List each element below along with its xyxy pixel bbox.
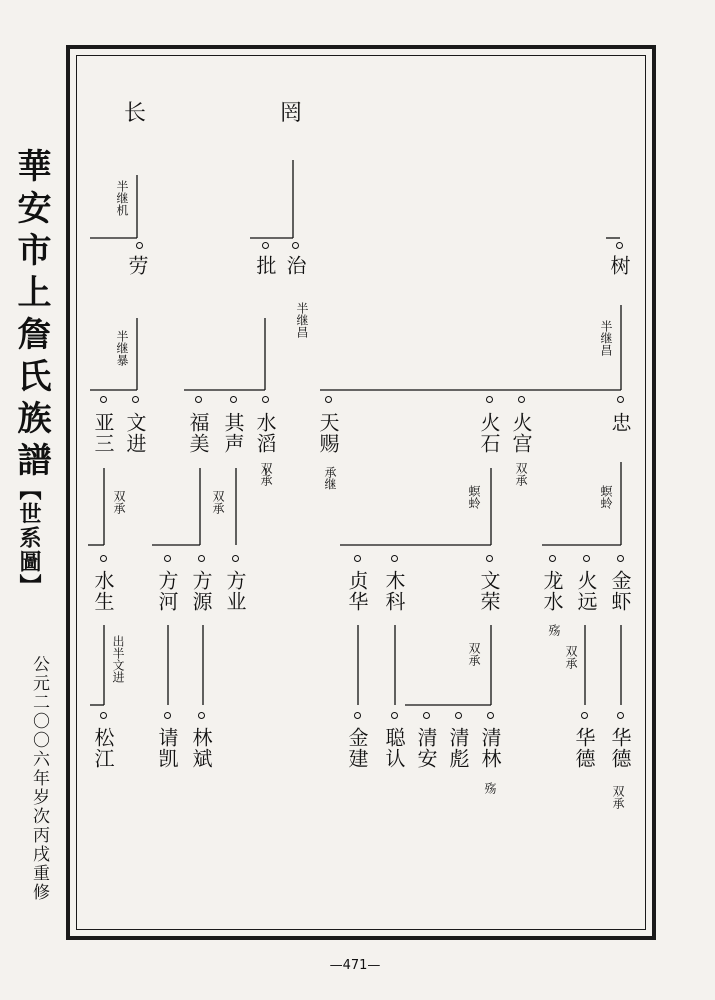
person-marker: [195, 396, 202, 403]
annotation: 双承: [514, 462, 528, 486]
person-name: 金建: [345, 727, 369, 769]
person-name: 批: [253, 255, 277, 276]
person-marker: [617, 396, 624, 403]
person-name: 方业: [223, 570, 247, 612]
person-name: 华德: [572, 727, 596, 769]
person-name: 清林: [478, 727, 502, 769]
person-name: 清安: [414, 727, 438, 769]
person-marker: [583, 555, 590, 562]
annotation: 螟蛉: [467, 485, 481, 509]
annotation: 螟蛉: [599, 485, 613, 509]
person-name: 亚三: [91, 412, 115, 454]
person-name: 聪认: [382, 727, 406, 769]
branch-header-gang: 罔: [280, 101, 303, 126]
person-name: 树: [607, 255, 631, 276]
person-marker: [100, 712, 107, 719]
revision-year: 公元二〇〇六年岁次丙戌重修: [29, 655, 49, 902]
annotation: 双承: [611, 785, 625, 809]
annotation: 出半文进: [111, 635, 125, 683]
person-marker: [198, 555, 205, 562]
annotation: 双承: [564, 645, 578, 669]
annotation: 双承: [467, 642, 481, 666]
person-name: 清彪: [446, 727, 470, 769]
annotation: 半继机: [115, 180, 129, 216]
person-marker: [549, 555, 556, 562]
person-marker: [262, 242, 269, 249]
person-name: 请凯: [155, 727, 179, 769]
person-name: 火宫: [509, 412, 533, 454]
annotation: 殇: [547, 624, 561, 636]
person-marker: [100, 396, 107, 403]
person-marker: [100, 555, 107, 562]
page-number: —471—: [329, 958, 381, 973]
person-marker: [455, 712, 462, 719]
person-name: 金虾: [608, 570, 632, 612]
person-marker: [617, 555, 624, 562]
person-name: 文荣: [477, 570, 501, 612]
person-marker: [581, 712, 588, 719]
person-marker: [132, 396, 139, 403]
annotation: 殇: [483, 782, 497, 794]
person-name: 木科: [382, 570, 406, 612]
person-name: 水滔: [253, 412, 277, 454]
annotation: 承继: [323, 466, 337, 490]
person-name: 劳: [125, 255, 149, 276]
person-name: 华德: [608, 727, 632, 769]
person-name: 福美: [186, 412, 210, 454]
branch-header-chang: 长: [124, 101, 147, 126]
person-marker: [423, 712, 430, 719]
annotation: 双承: [112, 490, 126, 514]
person-name: 方河: [155, 570, 179, 612]
person-marker: [354, 555, 361, 562]
person-marker: [136, 242, 143, 249]
person-name: 水生: [91, 570, 115, 612]
annotation: 半继暴: [115, 330, 129, 366]
person-name: 林斌: [189, 727, 213, 769]
person-marker: [292, 242, 299, 249]
person-marker: [325, 396, 332, 403]
person-name: 忠: [608, 412, 632, 433]
annotation: 双承: [259, 462, 273, 486]
person-name: 治: [283, 255, 307, 276]
person-marker: [518, 396, 525, 403]
person-marker: [391, 555, 398, 562]
person-marker: [486, 555, 493, 562]
person-marker: [486, 396, 493, 403]
person-marker: [354, 712, 361, 719]
person-marker: [232, 555, 239, 562]
person-marker: [262, 396, 269, 403]
annotation: 半继昌: [599, 320, 613, 356]
person-name: 方源: [189, 570, 213, 612]
person-marker: [617, 712, 624, 719]
person-name: 天赐: [316, 412, 340, 454]
person-name: 火远: [574, 570, 598, 612]
person-marker: [616, 242, 623, 249]
annotation: 双承: [211, 490, 225, 514]
person-name: 松江: [91, 727, 115, 769]
person-name: 贞华: [345, 570, 369, 612]
person-name: 龙水: [540, 570, 564, 612]
person-name: 火石: [477, 412, 501, 454]
book-title: 華安市上詹氏族譜: [11, 148, 51, 484]
person-name: 其声: [221, 412, 245, 454]
person-name: 文进: [123, 412, 147, 454]
person-marker: [164, 712, 171, 719]
person-marker: [164, 555, 171, 562]
section-title: 【世系圖】: [16, 478, 42, 598]
person-marker: [230, 396, 237, 403]
person-marker: [487, 712, 494, 719]
person-marker: [391, 712, 398, 719]
person-marker: [198, 712, 205, 719]
annotation: 半继昌: [295, 302, 309, 338]
